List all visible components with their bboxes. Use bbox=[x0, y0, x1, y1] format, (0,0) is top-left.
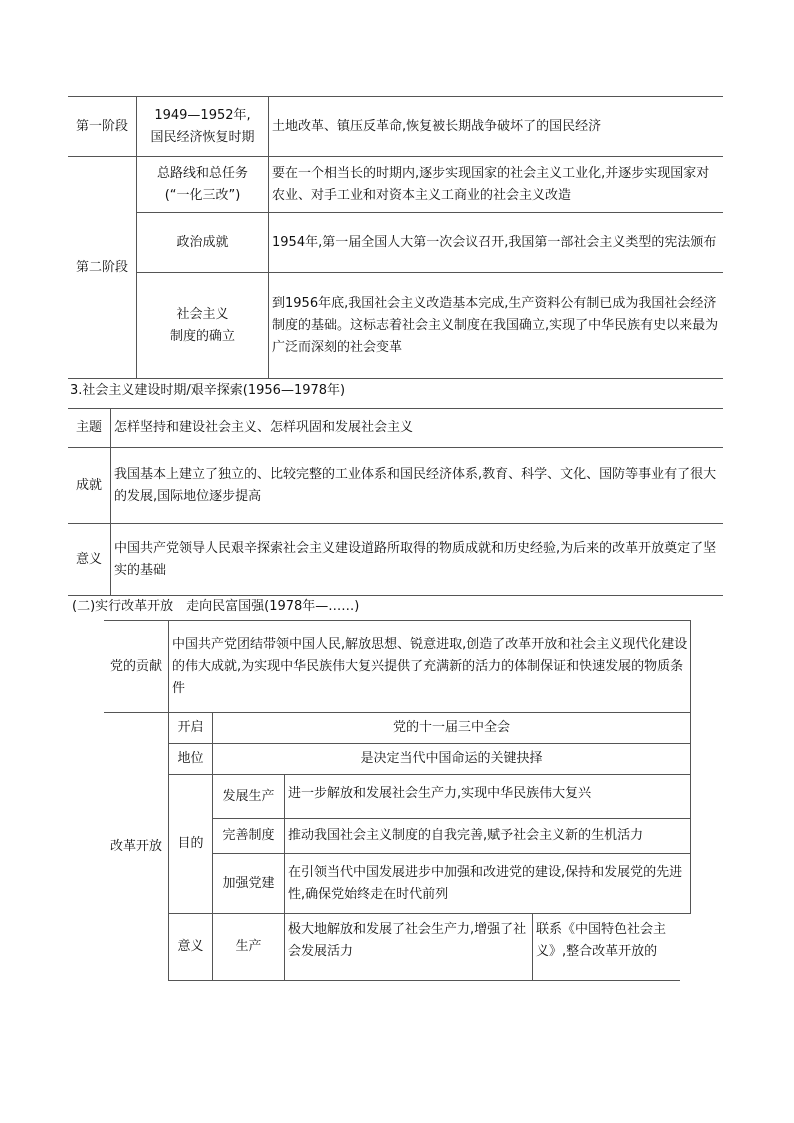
reform-label: 改革开放 bbox=[109, 838, 162, 854]
stage2-row1-content: 要在一个相当长的时期内,逐步实现国家的社会主义工业化,并逐步实现国家对农业、对手工业和对资本主义工商业的社会主义改造 bbox=[272, 165, 710, 203]
production-note: 联系《中国特色社会主义》,整合改革开放的 bbox=[536, 922, 667, 959]
purpose-label: 目的 bbox=[177, 836, 204, 851]
stage2-row-title bbox=[137, 157, 268, 212]
stage1-period-line2: 国民经济恢复时期 bbox=[150, 129, 255, 145]
stage2-label: 第二阶段 bbox=[75, 259, 128, 275]
stage1-label: 第一阶段 bbox=[75, 118, 128, 134]
theme-content: 怎样坚持和建设社会主义、怎样巩固和发展社会主义 bbox=[114, 420, 414, 435]
position-label: 地位 bbox=[177, 751, 204, 766]
section3-heading: 3.社会主义建设时期/艰辛探索(1956—1978年) bbox=[70, 383, 346, 398]
party-contribution-content: 中国共产党团结带领中国人民,解放思想、锐意进取,创造了改革开放和社会主义现代化建设的伟大成就,为实现中华民族伟大复兴提供了充满新的活力的体制保证和快速发展的物质条件 bbox=[172, 636, 688, 696]
achievement-label: 成就 bbox=[75, 477, 102, 493]
stage2-row2-title-line1: 政治成就 bbox=[176, 234, 229, 250]
reform-heading: (二)实行改革开放 走向民富国强(1978年—……) bbox=[72, 599, 360, 614]
purpose-develop-label: 发展生产 bbox=[222, 788, 275, 804]
purpose-system-label: 完善制度 bbox=[222, 828, 275, 843]
stage2-row3-title-line2: 制度的确立 bbox=[169, 328, 235, 344]
stage2-row-title bbox=[137, 273, 268, 378]
stage1-content: 土地改革、镇压反革命,恢复被长期战争破坏了的国民经济 bbox=[272, 118, 602, 134]
stage1-period-line1: 1949—1952年, bbox=[154, 107, 251, 123]
position-value: 是决定当代中国命运的关键抉择 bbox=[360, 751, 543, 766]
stage2-row3-title-line1: 社会主义 bbox=[176, 306, 229, 322]
party-contribution-label: 党的贡献 bbox=[109, 658, 162, 674]
reform-significance-label: 意义 bbox=[177, 939, 204, 954]
purpose-party-label: 加强党建 bbox=[222, 875, 275, 891]
stage2-row3-content: 到1956年底,我国社会主义改造基本完成,生产资料公有制已成为我国社会经济制度的基础。这标志着社会主义制度在我国确立,实现了中华民族有史以来最为广泛而深刻的社会变革 bbox=[272, 295, 719, 355]
start-label: 开启 bbox=[177, 720, 204, 735]
purpose-system-content: 推动我国社会主义制度的自我完善,赋予社会主义新的生机活力 bbox=[288, 828, 644, 843]
stage2-row1-title-line1: 总路线和总任务 bbox=[156, 165, 248, 181]
start-value: 党的十一届三中全会 bbox=[392, 720, 510, 735]
significance-content: 中国共产党领导人民艰辛探索社会主义建设道路所取得的物质成就和历史经验,为后来的改革开放奠定了坚实的基础 bbox=[114, 540, 717, 578]
purpose-party-content: 在引领当代中国发展进步中加强和改进党的建设,保持和发展党的先进性,确保党始终走在时代前列 bbox=[288, 864, 683, 902]
purpose-develop-content: 进一步解放和发展社会生产力,实现中华民族伟大复兴 bbox=[288, 786, 592, 801]
theme-label: 主题 bbox=[75, 420, 102, 435]
stage2-row1-title-line2: (“一化三改”) bbox=[164, 187, 241, 203]
stage2-row-title bbox=[137, 213, 268, 272]
achievement-content: 我国基本上建立了独立的、比较完整的工业体系和国民经济体系,教育、科学、文化、国防等事业有了很大的发展,国际地位逐步提高 bbox=[114, 466, 717, 504]
significance-label: 意义 bbox=[75, 551, 102, 567]
stage2-row2-content: 1954年,第一届全国人大第一次会议召开,我国第一部社会主义类型的宪法颁布 bbox=[272, 234, 717, 250]
stage1-period bbox=[137, 97, 268, 156]
production-content: 极大地解放和发展了社会生产力,增强了社会发展活力 bbox=[288, 922, 527, 959]
production-label: 生产 bbox=[235, 939, 262, 954]
